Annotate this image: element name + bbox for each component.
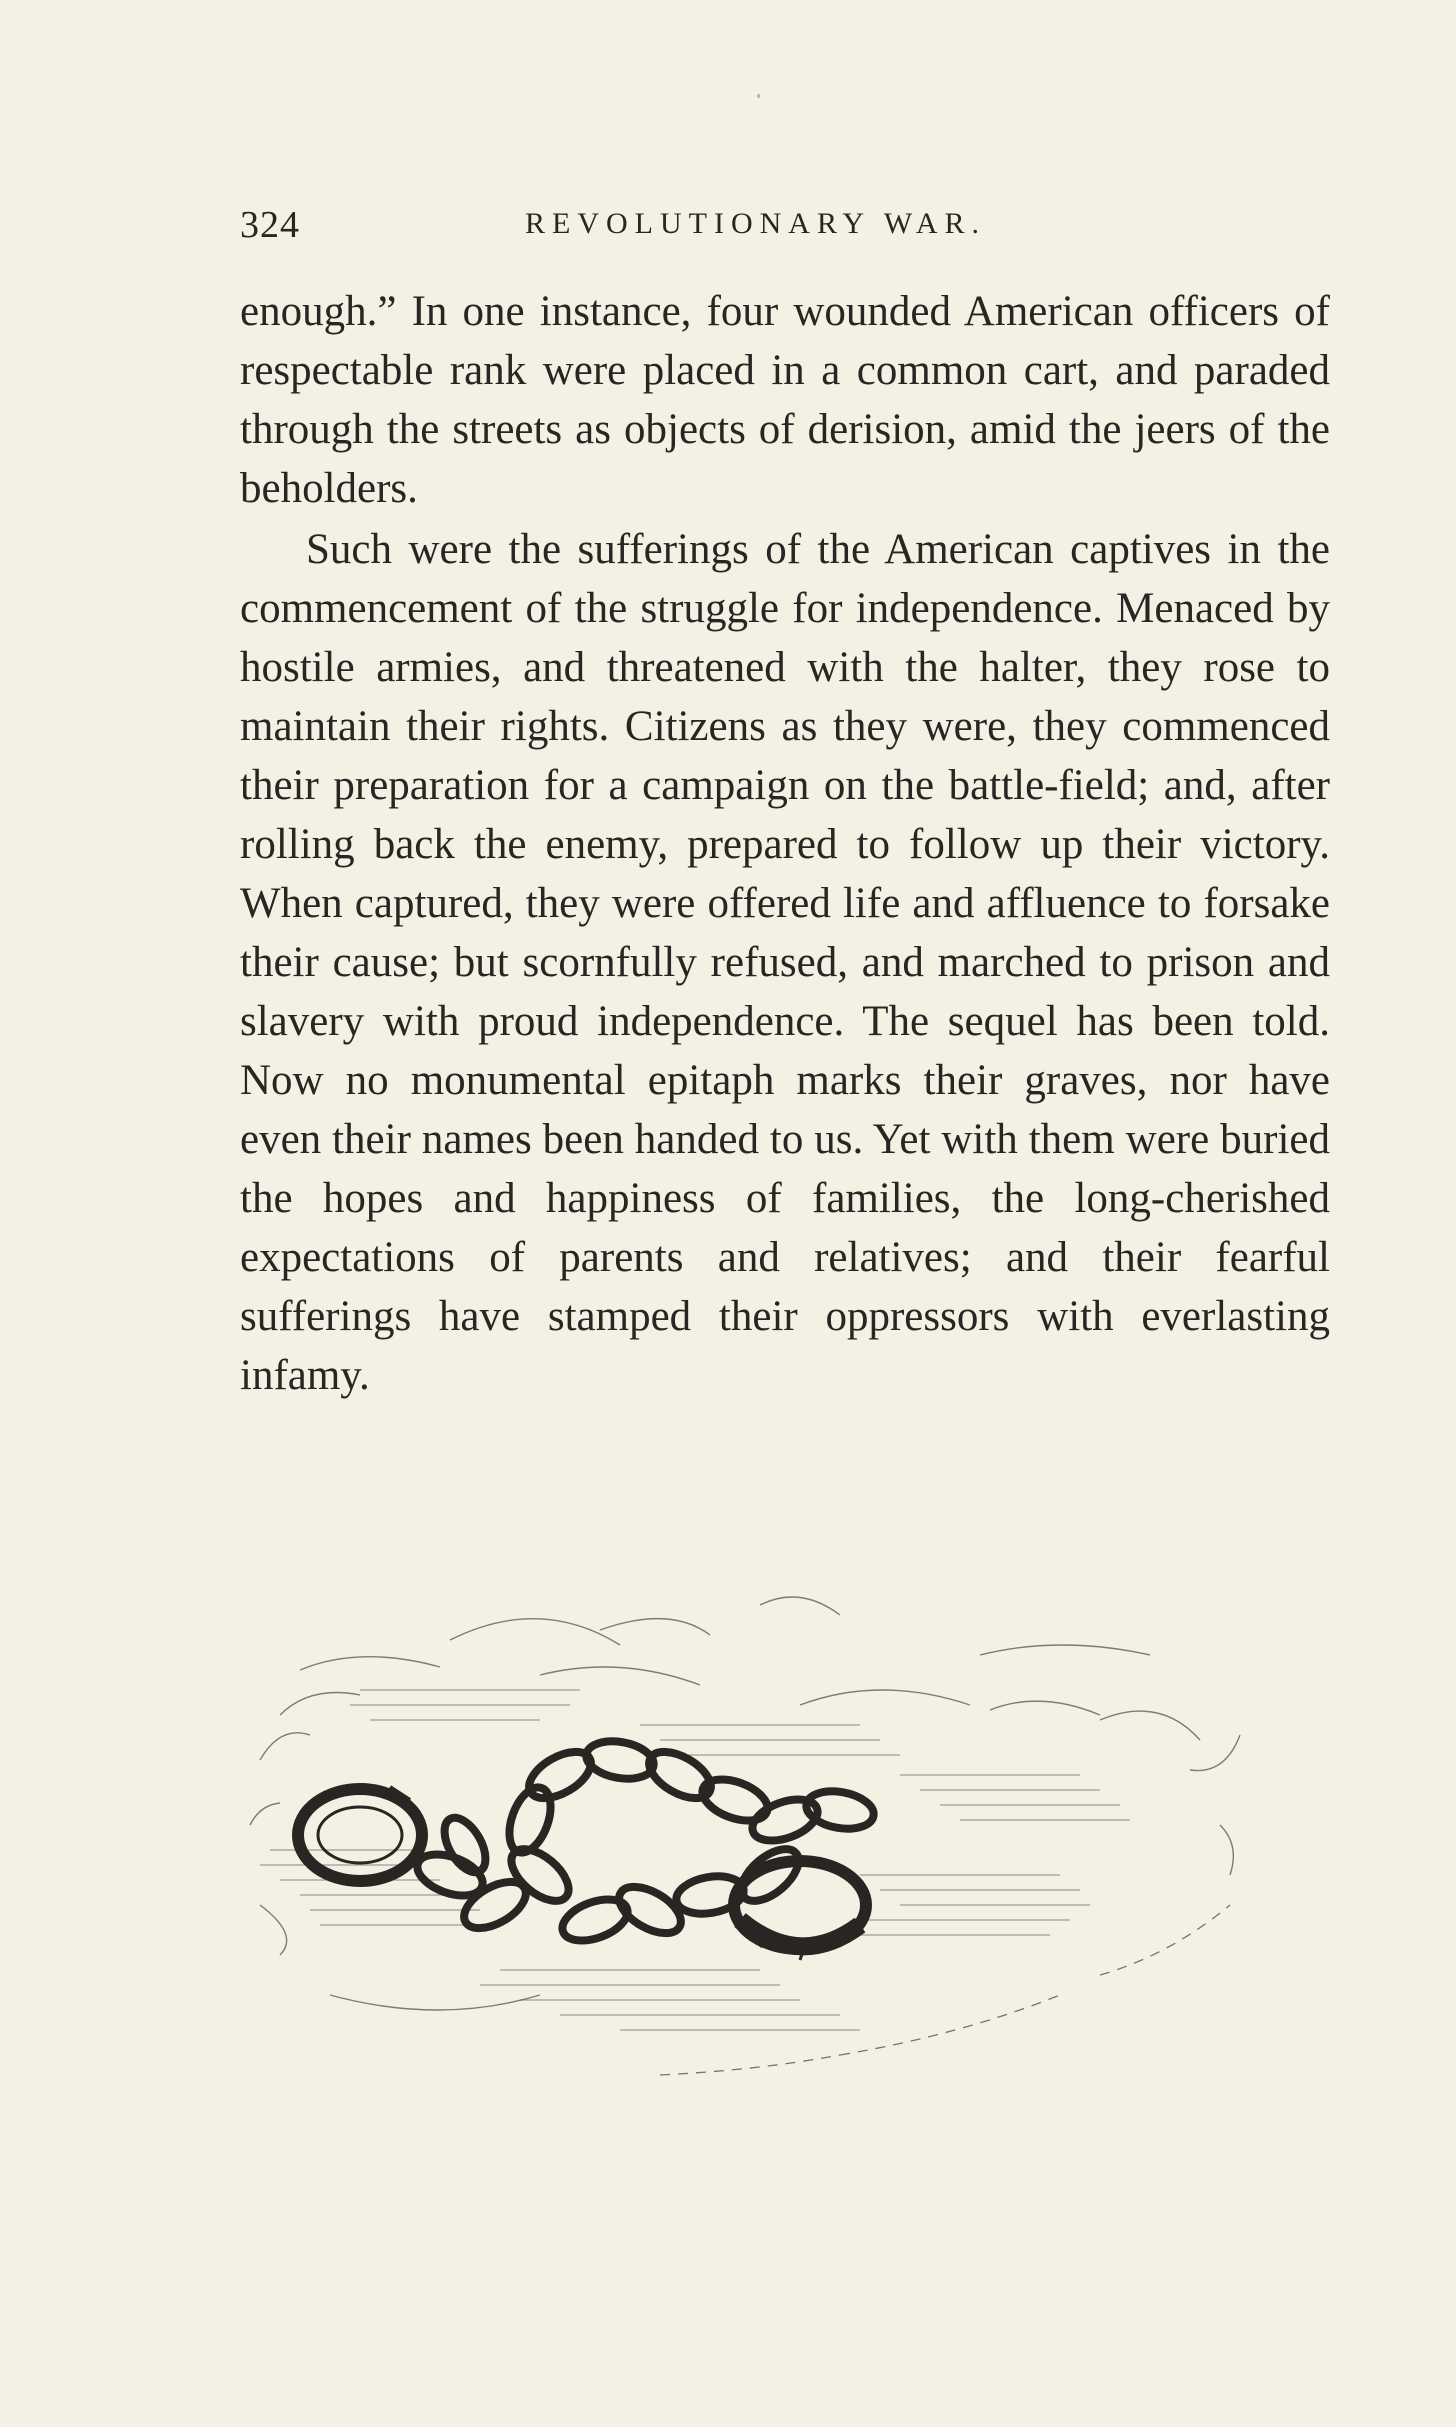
running-head	[240, 203, 1330, 253]
shackle-left	[298, 1787, 422, 1881]
chain-links	[412, 1736, 877, 1948]
broken-chains-illustration	[240, 1575, 1320, 2135]
horizontal-shading	[260, 1690, 1130, 2030]
paragraph-continuation: enough.” In one instance, four wounded American officers of respectable rank were placed in a common cart, and paraded through the streets as objects of derision, amid the jeers of the beholders.	[240, 288, 1330, 512]
page-number: 324	[240, 204, 300, 246]
paragraph-sufferings: Such were the sufferings of the American captives in the commencement of the struggle for independence. Menaced by hostile armies, and threatened with the halter, they rose to maintain their rights. Citizens as they were, they commenced their preparation for a campaign on the battle-field; and, after rolling back the enemy, prepared to follow up their victory. When captured, they were offered life and affluence to forsake their cause; but scornfully refused, and marched to prison and slavery with proud independence. The sequel has been told. Now no monumental epitaph marks their graves, nor have even their names been handed to us. Yet with them were buried the hopes and happiness of families, the long-cherished expectations of parents and relatives; and their fearful sufferings have stamped their oppressors with everlasting infamy.	[240, 526, 1330, 1399]
running-title: REVOLUTIONARY WAR.	[525, 207, 986, 240]
shackle-right	[734, 1861, 866, 1960]
paper-speck	[757, 94, 760, 98]
body-text	[240, 282, 1330, 1405]
